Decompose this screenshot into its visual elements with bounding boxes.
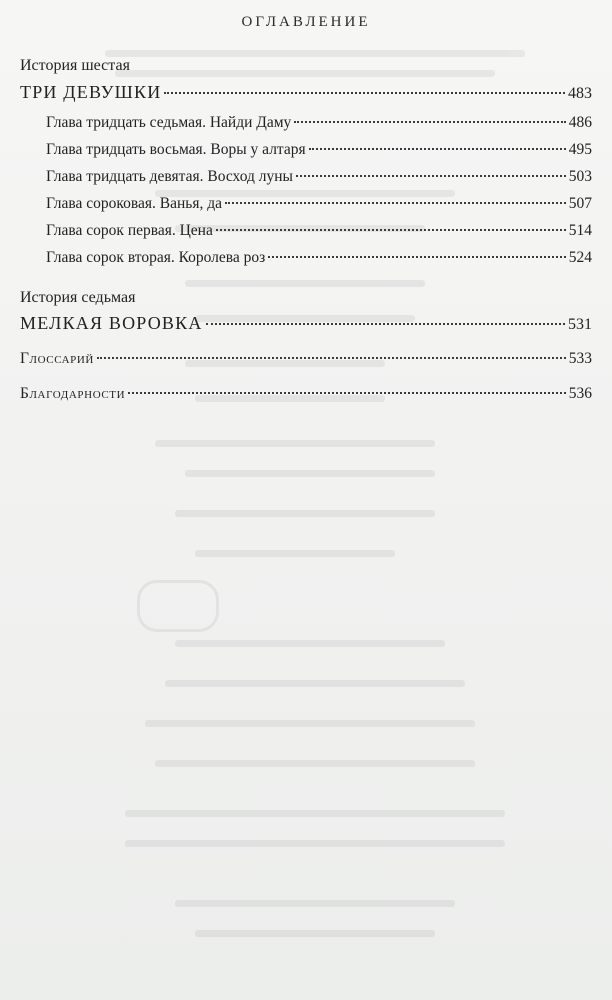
toc-entry-glossary[interactable] <box>20 350 592 368</box>
dot-leader <box>164 92 565 94</box>
contents-heading: ОГЛАВЛЕНИЕ <box>241 14 371 30</box>
entry-page-number: 531 <box>568 316 592 333</box>
toc-entry-chapter-42[interactable] <box>46 249 592 267</box>
entry-title: Глава сорок первая. Цена <box>46 222 213 239</box>
dot-leader <box>294 121 565 123</box>
entry-title: МЕЛКАЯ ВОРОВКА <box>20 313 203 333</box>
story-7-label: История седьмая <box>20 289 136 306</box>
story-6-label: История шестая <box>20 57 130 74</box>
toc-entry-story-6[interactable] <box>20 82 592 103</box>
entry-title: Благодарности <box>20 385 126 402</box>
entry-page-number: 503 <box>568 168 592 185</box>
entry-title: Глоссарий <box>20 350 94 367</box>
dot-leader <box>296 175 566 177</box>
entry-page-number: 486 <box>568 114 592 131</box>
entry-page-number: 495 <box>568 141 592 158</box>
entry-page-number: 507 <box>568 195 592 212</box>
toc-entry-chapter-40[interactable] <box>46 195 592 213</box>
dot-leader <box>128 392 566 394</box>
dot-leader <box>97 357 566 359</box>
entry-page-number: 524 <box>568 249 592 266</box>
entry-title: Глава тридцать восьмая. Воры у алтаря <box>46 141 306 158</box>
toc-entry-chapter-39[interactable] <box>46 168 592 186</box>
entry-page-number: 483 <box>568 85 592 102</box>
dot-leader <box>216 229 566 231</box>
entry-title: ТРИ ДЕВУШКИ <box>20 82 162 102</box>
entry-title: Глава тридцать седьмая. Найди Даму <box>46 114 292 131</box>
entry-title: Глава сороковая. Ванья, да <box>46 195 223 212</box>
toc-entry-story-7[interactable] <box>20 313 592 334</box>
entry-page-number: 514 <box>568 222 592 239</box>
dot-leader <box>206 323 565 325</box>
entry-title: Глава сорок вторая. Королева роз <box>46 249 266 266</box>
dot-leader <box>309 148 566 150</box>
entry-page-number: 536 <box>568 385 592 402</box>
toc-entry-chapter-41[interactable] <box>46 222 592 240</box>
entry-page-number: 533 <box>568 350 592 367</box>
dot-leader <box>268 256 565 258</box>
dot-leader <box>225 202 566 204</box>
toc-entry-acknowledgements[interactable] <box>20 385 592 403</box>
toc-entry-chapter-37[interactable] <box>46 114 592 132</box>
entry-title: Глава тридцать девятая. Восход луны <box>46 168 293 185</box>
toc-entry-chapter-38[interactable] <box>46 141 592 159</box>
